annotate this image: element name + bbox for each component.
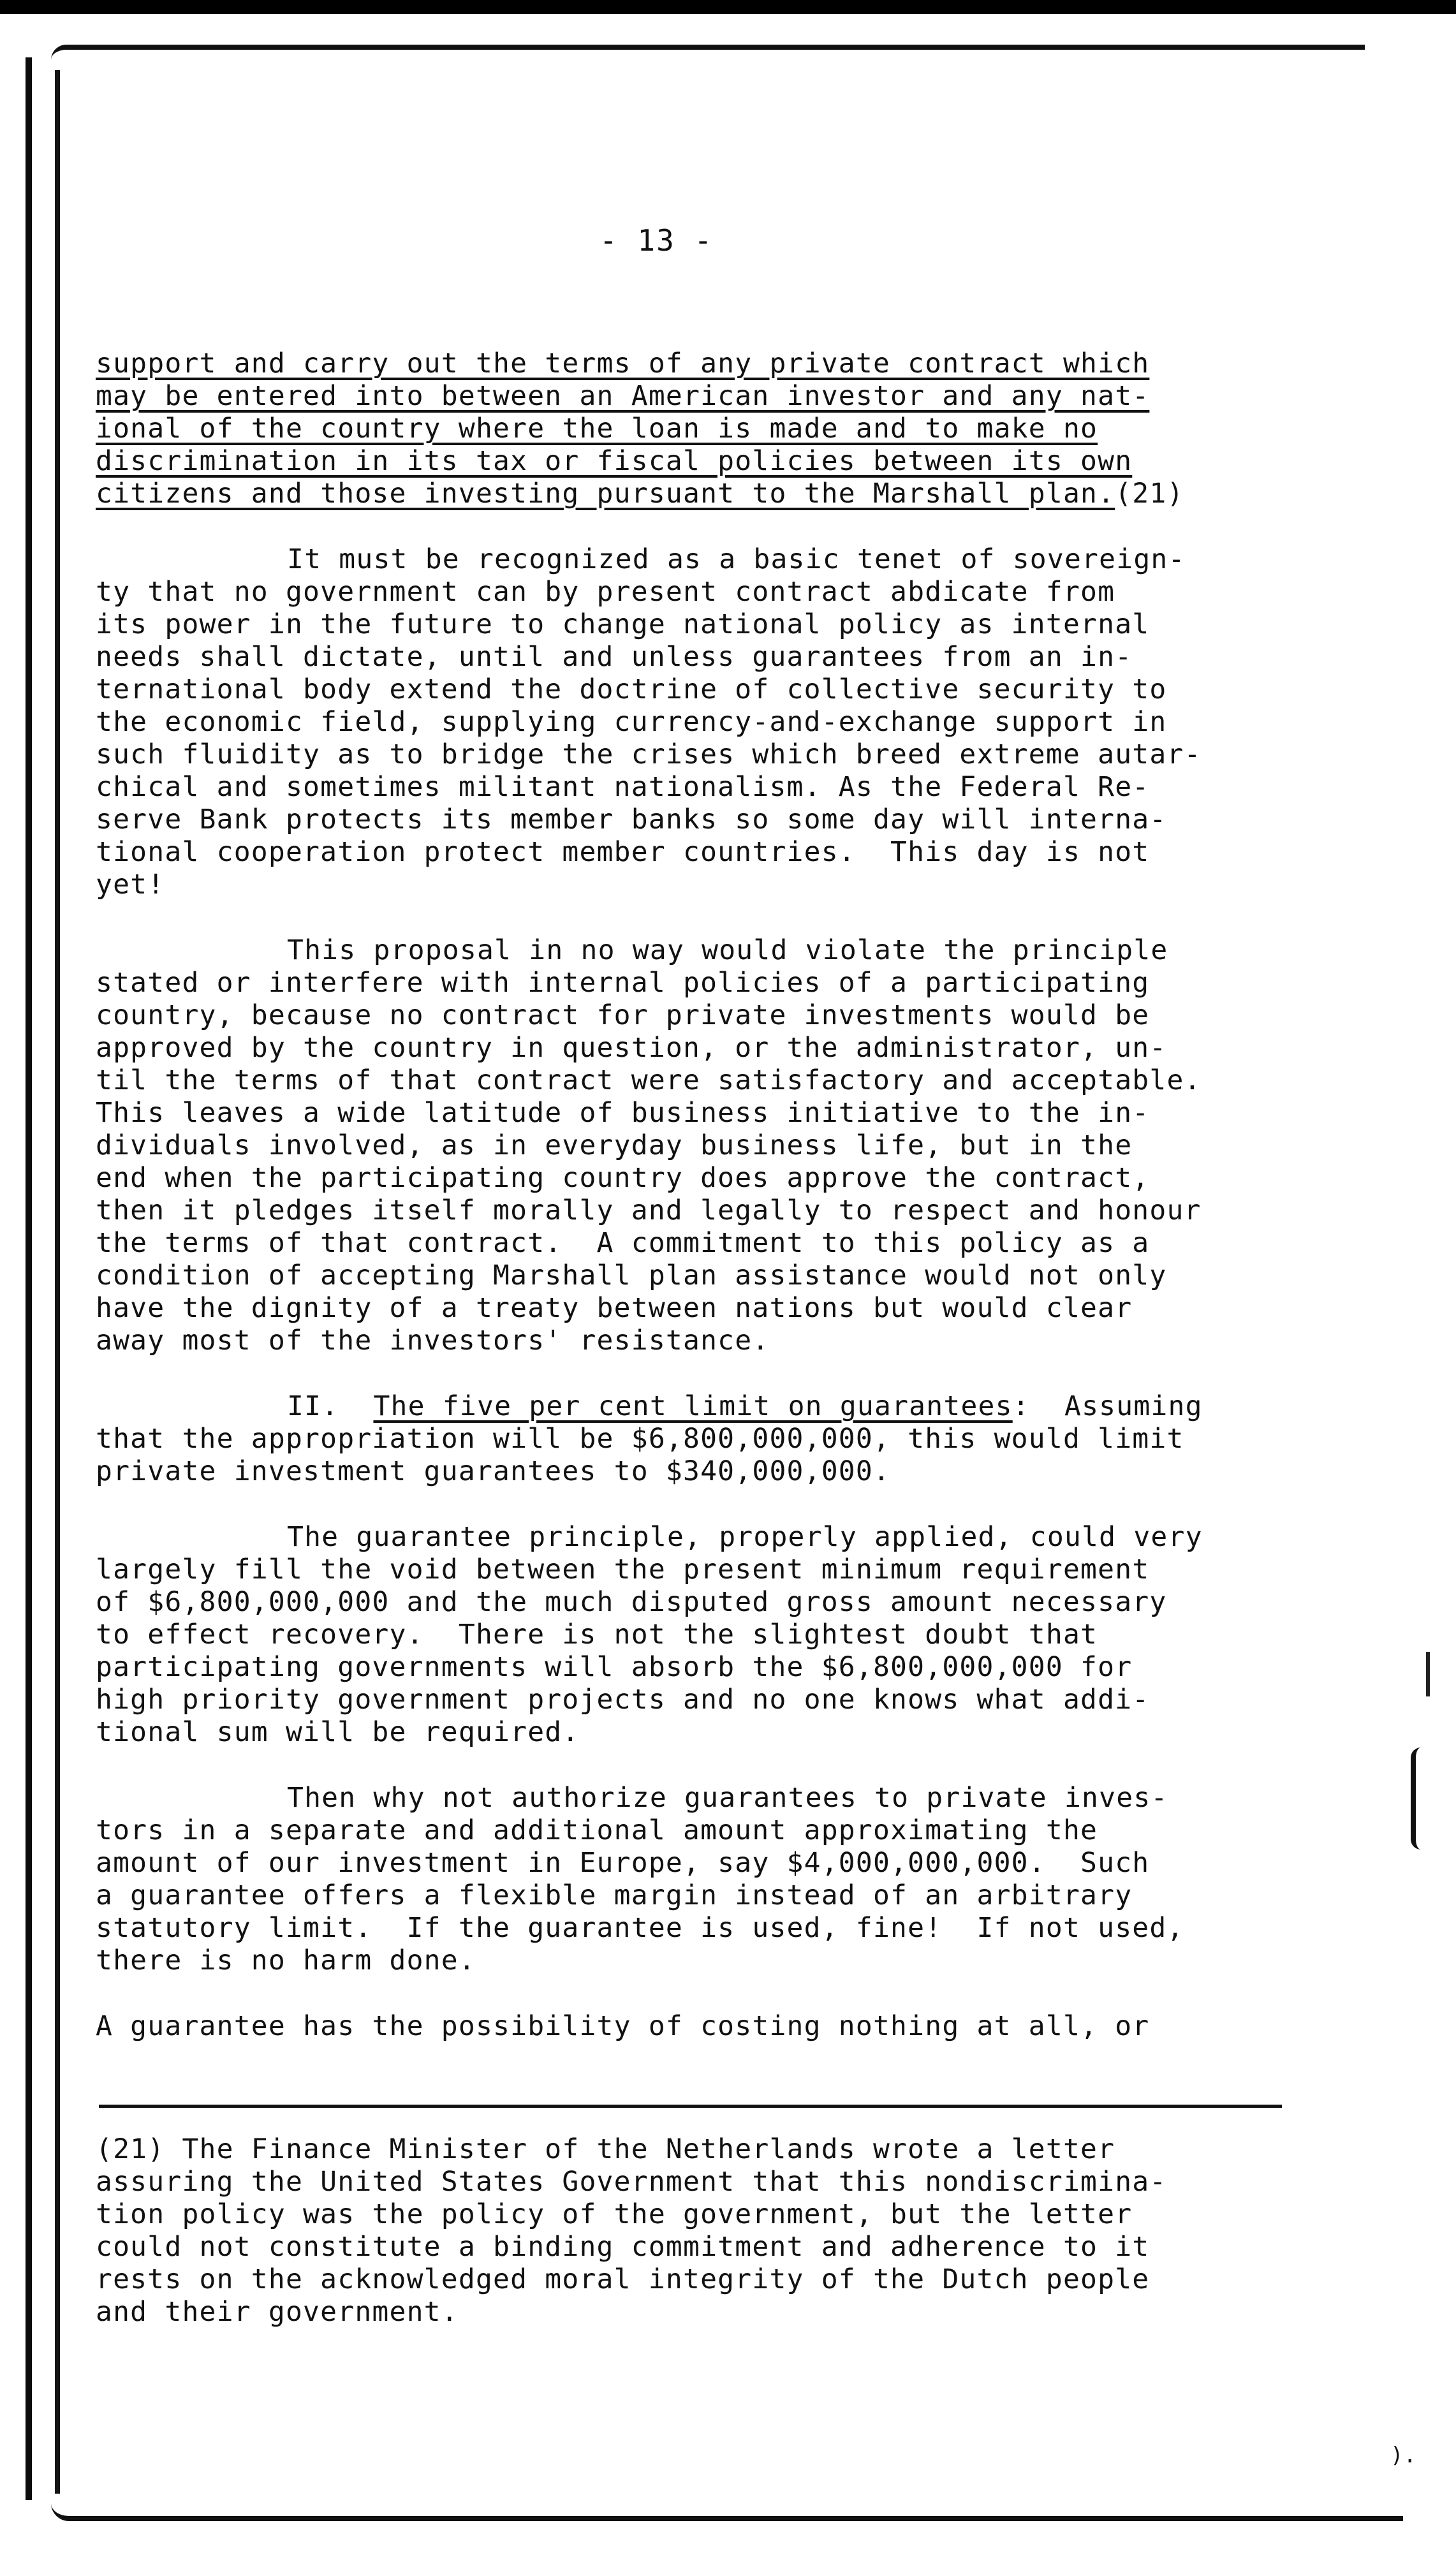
text-line: til the terms of that contract were satisfactory and acceptable.: [96, 1064, 1202, 1096]
paragraph-proposal: [96, 934, 1371, 1357]
text-line: then it pledges itself morally and legally to respect and honour: [96, 1195, 1202, 1226]
text-line: its power in the future to change national policy as internal: [96, 608, 1150, 640]
text-line: tional sum will be required.: [96, 1716, 580, 1748]
text-line: dividuals involved, as in everyday business life, but in the: [96, 1129, 1133, 1161]
text-line: A guarantee has the possibility of costing nothing at all, or: [96, 2010, 1150, 2042]
text-line: there is no harm done.: [96, 1945, 476, 1976]
text-line: amount of our investment in Europe, say $4,000,000,000. Such: [96, 1847, 1150, 1879]
paragraph-guarantee-principle: [96, 1521, 1371, 1749]
text-line: ional of the country where the loan is made and to make no: [96, 413, 1098, 445]
paragraph-sovereignty: [96, 543, 1371, 901]
scan-top-edge: [0, 0, 1456, 14]
text-line: This proposal in no way would violate the principle: [287, 934, 1168, 966]
margin-bracket-mark: [1411, 1747, 1421, 1850]
footnote-separator: [99, 2105, 1282, 2108]
text-line: country, because no contract for private investments would be: [96, 999, 1150, 1031]
section-five-per-cent-limit: [96, 1390, 1371, 1488]
text-line: discrimination in its tax or fiscal policies between its own: [96, 445, 1133, 477]
text-line: that the appropriation will be $6,800,000,000, this would limit: [96, 1423, 1184, 1455]
paragraph-cost: [96, 2010, 1371, 2043]
margin-corner-mark: ).: [1390, 2443, 1416, 2468]
text-line: away most of the investors' resistance.: [96, 1325, 770, 1357]
text-line: chical and sometimes militant nationalism. As the Federal Re-: [96, 771, 1150, 803]
footnote-line: and their government.: [96, 2296, 459, 2328]
footnote-line: tion policy was the policy of the government, but the letter: [96, 2198, 1133, 2230]
text-line: This leaves a wide latitude of business initiative to the in-: [96, 1097, 1150, 1129]
page-number: - 13 -: [599, 223, 714, 258]
text-line: private investment guarantees to $340,000,000.: [96, 1455, 891, 1487]
text-line: such fluidity as to bridge the crises which breed extreme autar-: [96, 739, 1202, 770]
text-line: end when the participating country does approve the contract,: [96, 1162, 1150, 1194]
page-left-border: [55, 70, 60, 2494]
text-line: support and carry out the terms of any private contract which: [96, 348, 1150, 379]
text-line: tional cooperation protect member countries. This day is not: [96, 836, 1150, 868]
section-heading: The five per cent limit on guarantees: [373, 1390, 1013, 1422]
text-line: statutory limit. If the guarantee is used, fine! If not used,: [96, 1912, 1184, 1944]
footnote-line: could not constitute a binding commitment and adherence to it: [96, 2231, 1150, 2263]
text-line: Then why not authorize guarantees to private inves-: [287, 1782, 1168, 1814]
document-body: [96, 348, 1371, 2076]
page-top-border: [51, 45, 1365, 60]
text-line: the economic field, supplying currency-and-exchange support in: [96, 706, 1167, 738]
section-numeral: II.: [287, 1390, 339, 1422]
text-line: largely fill the void between the present minimum requirement: [96, 1554, 1150, 1585]
footnote-line: assuring the United States Government that this nondiscrimina-: [96, 2166, 1167, 2198]
text-line: The guarantee principle, properly applied, could very: [287, 1521, 1203, 1553]
text-line: stated or interfere with internal policies of a participating: [96, 967, 1150, 999]
text-line: tors in a separate and additional amount approximating the: [96, 1814, 1098, 1846]
text-line: approved by the country in question, or the administrator, un-: [96, 1032, 1167, 1064]
footnote-line: (21) The Finance Minister of the Netherlands wrote a letter: [96, 2133, 1115, 2165]
footnote-reference: (21): [1115, 478, 1184, 510]
text-line: condition of accepting Marshall plan assistance would not only: [96, 1260, 1167, 1291]
text-line: serve Bank protects its member banks so some day will interna-: [96, 804, 1167, 835]
text-line: ternational body extend the doctrine of collective security to: [96, 673, 1167, 705]
text-line: high priority government projects and no one knows what addi-: [96, 1684, 1150, 1716]
text-line: It must be recognized as a basic tenet of sovereign-: [287, 543, 1186, 575]
text-line: citizens and those investing pursuant to the Marshall plan.(21): [96, 478, 1184, 510]
scan-left-edge: [26, 57, 32, 2500]
footnote-21: [96, 2133, 1358, 2328]
margin-mark: [1426, 1652, 1430, 1696]
paragraph-authorize-guarantees: [96, 1782, 1371, 1977]
text-line: participating governments will absorb the $6,800,000,000 for: [96, 1651, 1133, 1683]
text-line: may be entered into between an American investor and any nat-: [96, 380, 1150, 412]
text-line: the terms of that contract. A commitment to this policy as a: [96, 1227, 1150, 1259]
page-bottom-border: [51, 2503, 1403, 2521]
text-line: have the dignity of a treaty between nations but would clear: [96, 1292, 1133, 1324]
text-line: yet!: [96, 869, 165, 901]
section-heading-line: II. The five per cent limit on guarantees: Assuming: [287, 1390, 1203, 1422]
text-line: a guarantee offers a flexible margin instead of an arbitrary: [96, 1879, 1133, 1911]
continuation-paragraph: [96, 348, 1371, 510]
footnote-line: rests on the acknowledged moral integrity of the Dutch people: [96, 2263, 1150, 2295]
text-line: ty that no government can by present contract abdicate from: [96, 576, 1115, 608]
text-line: to effect recovery. There is not the slightest doubt that: [96, 1619, 1098, 1651]
text-line: needs shall dictate, until and unless guarantees from an in-: [96, 641, 1133, 673]
text-line: of $6,800,000,000 and the much disputed gross amount necessary: [96, 1586, 1167, 1618]
